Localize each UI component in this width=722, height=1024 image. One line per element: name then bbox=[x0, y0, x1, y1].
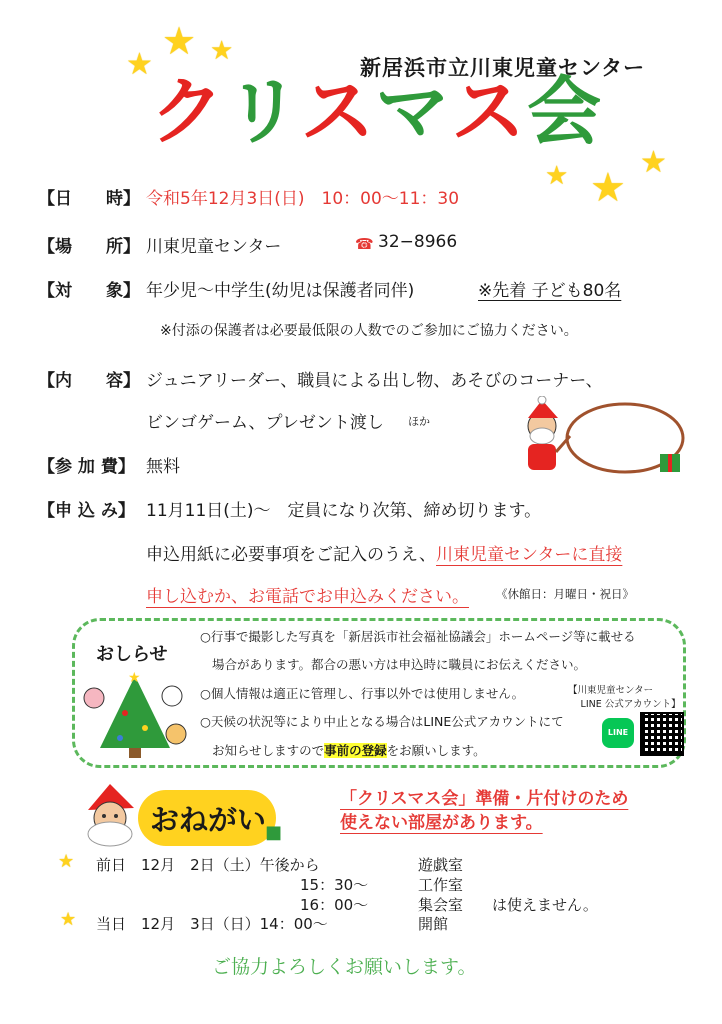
page-title: クリスマス会 bbox=[150, 69, 604, 155]
target-value: 年少児〜中学生(幼児は保護者同伴) bbox=[146, 281, 415, 301]
content-line1: ジュニアリーダー、職員による出し物、あそびのコーナー、 bbox=[146, 371, 603, 391]
notice-line3: ○個人情報は適正に管理し、行事以外では使用しません。 bbox=[200, 686, 525, 701]
santa-face-illustration bbox=[78, 782, 142, 848]
star-icon: ★ bbox=[590, 165, 626, 211]
date-label: 【日 時】 bbox=[38, 189, 140, 209]
notice-line4: ○天候の状況等により中止となる場合はLINE公式アカウントにて bbox=[200, 714, 564, 729]
apply-label: 【申 込 み】 bbox=[38, 501, 135, 521]
closed-days: 《休館日：月曜日・祝日》 bbox=[496, 587, 634, 601]
line-app-icon[interactable]: LINE bbox=[602, 718, 634, 748]
apply-line3: 申し込むか、お電話でお申込みください。 bbox=[146, 587, 469, 607]
place-label: 【場 所】 bbox=[38, 237, 140, 257]
schedule-row4: 当日 12月 3日（日）14：00〜 bbox=[96, 915, 328, 933]
fee-value: 無料 bbox=[146, 457, 180, 477]
christmas-tree-illustration bbox=[80, 668, 190, 760]
apply-line1: 11月11日(土)〜 定員になり次第、締め切ります。 bbox=[146, 501, 542, 521]
schedule-row3-note: は使えません。 bbox=[492, 896, 598, 914]
date-value: 令和5年12月3日(日) 10：00〜11：30 bbox=[146, 189, 460, 209]
svg-text:★: ★ bbox=[128, 670, 141, 686]
request-heading: おねがい bbox=[150, 803, 267, 837]
notice-line2: 場合があります。都合の悪い方は申込時に職員にお伝えください。 bbox=[212, 657, 587, 672]
qr-code[interactable] bbox=[640, 712, 684, 756]
target-note: ※付添の保護者は必要最低限の人数でのご参加にご協力ください。 bbox=[160, 323, 578, 339]
phone-icon: ☎ bbox=[355, 235, 374, 253]
star-icon: ★ bbox=[210, 36, 234, 66]
star-bullet-icon: ★ bbox=[60, 909, 77, 930]
star-bullet-icon: ★ bbox=[58, 851, 75, 872]
content-label: 【内 容】 bbox=[38, 371, 140, 391]
schedule-row1: 前日 12月 2日（土）午後から bbox=[96, 856, 320, 874]
place-value: 川東児童センター bbox=[146, 237, 282, 257]
star-icon: ★ bbox=[126, 47, 153, 82]
schedule-row1-room: 遊戯室 bbox=[418, 856, 464, 874]
schedule-row2-time: 15：30〜 bbox=[300, 876, 369, 894]
apply-line2: 申込用紙に必要事項をご記入のうえ、川東児童センターに直接 bbox=[146, 545, 623, 565]
organization-name: 新居浜市立川東児童センター bbox=[360, 56, 646, 80]
warning-line1: 「クリスマス会」準備・片付けのため bbox=[340, 789, 629, 809]
schedule-row3-time: 16：00〜 bbox=[300, 896, 369, 914]
closing-message: ご協力よろしくお願いします。 bbox=[212, 956, 477, 978]
schedule-row2-room: 工作室 bbox=[418, 876, 464, 894]
schedule-row4-room: 開館 bbox=[418, 915, 449, 933]
fee-label: 【参 加 費】 bbox=[38, 457, 135, 477]
content-etc: ほか bbox=[408, 415, 430, 428]
santa-sack-illustration bbox=[500, 396, 690, 484]
star-icon: ★ bbox=[545, 161, 569, 191]
star-icon: ★ bbox=[162, 19, 197, 63]
phone-number: 32−8966 bbox=[378, 232, 458, 252]
schedule-row3-room: 集会室 bbox=[418, 896, 464, 914]
line-caption: 【川東児童センター LINE 公式アカウント】 bbox=[568, 685, 681, 710]
notice-line1: ○行事で撮影した写真を「新居浜市社会福祉協議会」ホームページ等に載せる bbox=[200, 629, 636, 644]
content-line2: ビンゴゲーム、プレゼント渡し bbox=[146, 413, 384, 433]
star-icon: ★ bbox=[640, 145, 667, 180]
target-capacity: ※先着 子ども80名 bbox=[478, 281, 622, 301]
gift-icon: ■ bbox=[265, 822, 283, 843]
target-label: 【対 象】 bbox=[38, 281, 140, 301]
notice-line5: お知らせしますので事前の登録をお願いします。 bbox=[212, 743, 486, 758]
warning-line2: 使えない部屋があります。 bbox=[340, 813, 543, 833]
notice-heading: おしらせ bbox=[96, 644, 168, 665]
